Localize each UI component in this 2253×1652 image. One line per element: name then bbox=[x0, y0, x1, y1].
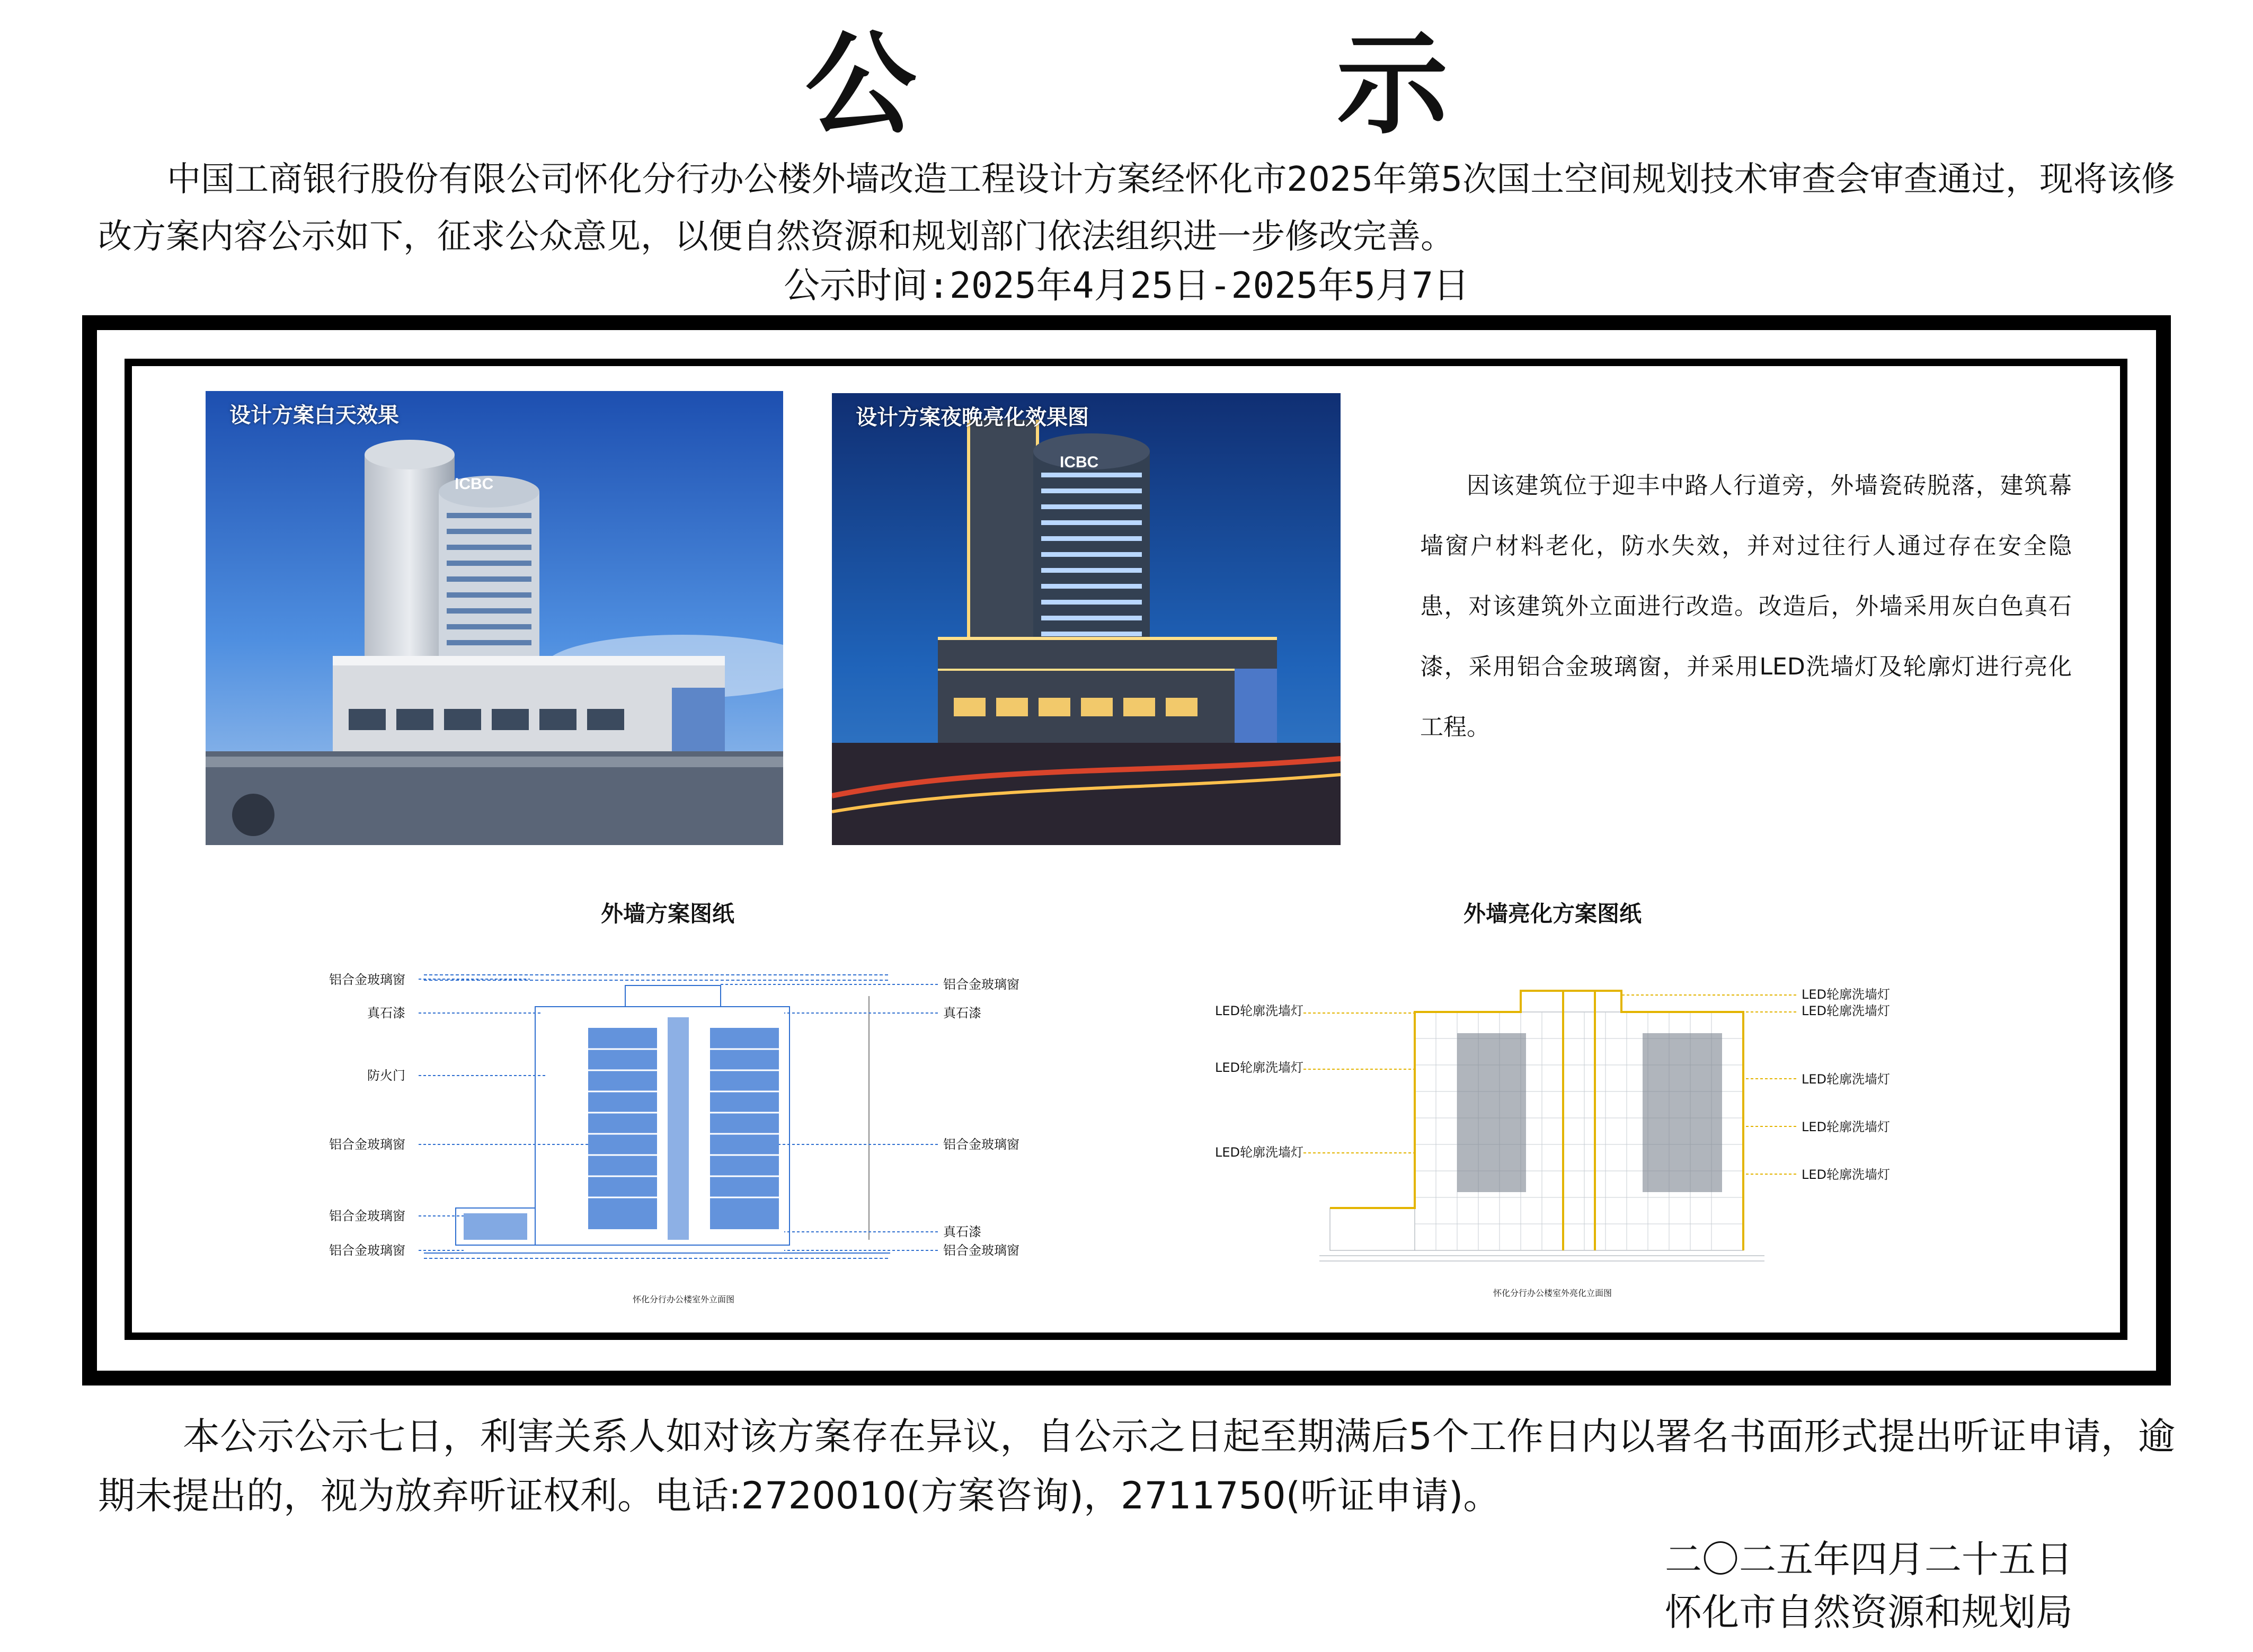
facade-callout-left-4: 铝合金玻璃窗 bbox=[329, 1137, 405, 1152]
facade-callout-right-2: 真石漆 bbox=[943, 1006, 981, 1020]
facade-drawing-caption: 怀化分行办公楼室外立面图 bbox=[632, 1294, 734, 1304]
lighting-drawing-caption: 怀化分行办公楼室外亮化立面图 bbox=[1493, 1288, 1612, 1298]
lighting-callout-right-3: LED轮廓洗墙灯 bbox=[1802, 1072, 1891, 1087]
facade-callout-right-3: 铝合金玻璃窗 bbox=[943, 1137, 1019, 1152]
facade-elevation-drawing bbox=[413, 964, 948, 1287]
intro-paragraph: 中国工商银行股份有限公司怀化分行办公楼外墙改造工程设计方案经怀化市2025年第5次国土空间规划技术审查会审查通过，现将该修改方案内容公示如下，征求公众意见，以便自然资源和规划部门依法组织进一步修改完善。 bbox=[98, 160, 2175, 256]
project-description: 因该建筑位于迎丰中路人行道旁，外墙瓷砖脱落，建筑幕墙窗户材料老化，防水失效，并对过往行人通过存在安全隐患，对该建筑外立面进行改造。改造后，外墙采用灰白色真石漆，采用铝合金玻璃窗，并采用LED洗墙灯及轮廓灯进行亮化工程。 bbox=[1420, 472, 2072, 741]
notice-period: 公示时间:2025年4月25日-2025年5月7日 bbox=[783, 265, 1470, 307]
facade-callout-left-3: 防火门 bbox=[367, 1068, 405, 1083]
signature-date: 二〇二五年四月二十五日 bbox=[1665, 1538, 2073, 1581]
facade-callout-left-1: 铝合金玻璃窗 bbox=[329, 972, 405, 987]
night-render-label: 设计方案夜晚亮化效果图 bbox=[856, 405, 1089, 430]
day-render-image bbox=[206, 391, 783, 845]
facade-callout-left-6: 铝合金玻璃窗 bbox=[329, 1243, 405, 1258]
issuing-authority: 怀化市自然资源和规划局 bbox=[1665, 1591, 2073, 1634]
lighting-drawing-title: 外墙亮化方案图纸 bbox=[1463, 901, 1642, 927]
facade-callout-left-5: 铝合金玻璃窗 bbox=[329, 1209, 405, 1223]
facade-elevation-svg bbox=[413, 964, 948, 1287]
page-title: 公 示 bbox=[805, 20, 1639, 149]
day-sign-text: ICBC bbox=[455, 475, 494, 493]
lighting-callout-left-3: LED轮廓洗墙灯 bbox=[1214, 1145, 1303, 1160]
lighting-callout-right-5: LED轮廓洗墙灯 bbox=[1802, 1167, 1891, 1182]
night-sign-text: ICBC bbox=[1060, 454, 1099, 471]
lighting-callout-right-4: LED轮廓洗墙灯 bbox=[1802, 1120, 1891, 1134]
facade-callout-right-4: 真石漆 bbox=[943, 1224, 981, 1239]
lighting-callout-right-1: LED轮廓洗墙灯 bbox=[1802, 987, 1891, 1002]
day-render-label: 设计方案白天效果 bbox=[229, 403, 399, 428]
lighting-callout-left-2: LED轮廓洗墙灯 bbox=[1214, 1060, 1303, 1075]
night-render-image bbox=[832, 393, 1341, 845]
facade-callout-right-5: 铝合金玻璃窗 bbox=[943, 1243, 1019, 1258]
lighting-elevation-svg bbox=[1298, 985, 1802, 1282]
facade-drawing-title: 外墙方案图纸 bbox=[600, 901, 734, 927]
lighting-elevation-drawing bbox=[1298, 985, 1802, 1282]
lighting-callout-right-2: LED轮廓洗墙灯 bbox=[1802, 1003, 1891, 1018]
footer-paragraph: 本公示公示七日，利害关系人如对该方案存在异议，自公示之日起至期满后5个工作日内以署名书面形式提出听证申请，逾期未提出的，视为放弃听证权利。电话:2720010(方案咨询)，2711750(听证申请)。 bbox=[98, 1415, 2175, 1517]
facade-callout-left-2: 真石漆 bbox=[367, 1006, 405, 1020]
facade-callout-right-1: 铝合金玻璃窗 bbox=[943, 977, 1019, 992]
lighting-callout-left-1: LED轮廓洗墙灯 bbox=[1214, 1003, 1303, 1018]
